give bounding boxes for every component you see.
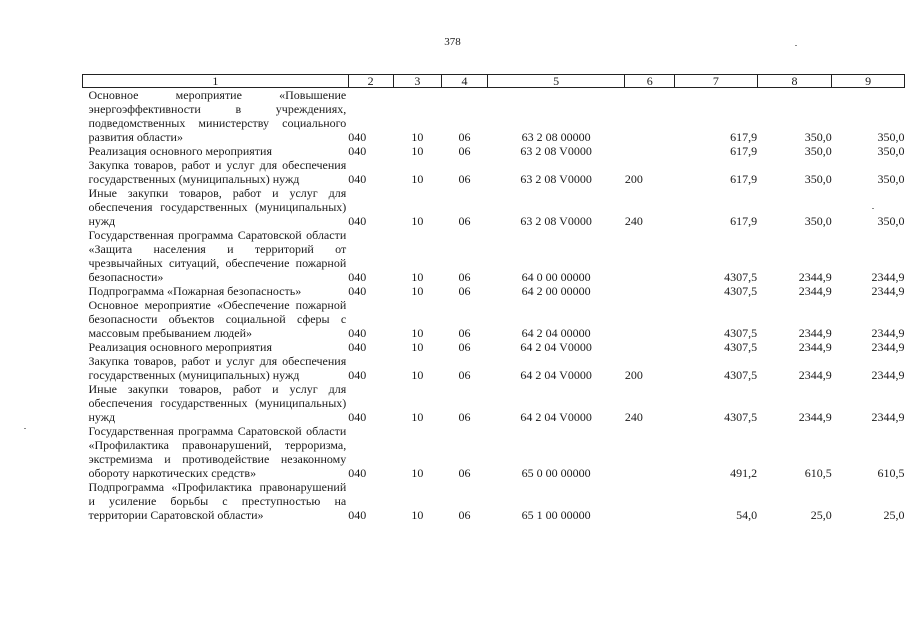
scan-speck <box>872 208 874 209</box>
cell-amount-year-2: 2344,9 <box>798 270 832 284</box>
table-row <box>83 382 905 424</box>
cell-expense-type <box>625 298 675 340</box>
cell-amount-year-1: 617,9 <box>730 214 758 228</box>
cell-amount-year-2: 2344,9 <box>798 326 832 340</box>
row-name: Иные закупки товаров, работ и услуг для обеспечения государственных (муниципальных) нужд <box>88 382 347 424</box>
cell-subsection: 06 <box>458 326 471 340</box>
cell-target-article: 63 2 08 00000 <box>521 130 591 144</box>
cell-target-article: 64 2 04 V0000 <box>520 340 592 354</box>
column-header: 2 <box>348 75 393 88</box>
cell-expense-type: 240 <box>624 214 643 228</box>
table-row <box>83 144 905 158</box>
cell-ministry-code: 040 <box>348 326 367 340</box>
cell-section: 10 <box>411 326 424 340</box>
cell-subsection: 06 <box>458 172 471 186</box>
table-row <box>83 186 905 228</box>
cell-amount-year-3: 350,0 <box>877 172 905 186</box>
cell-amount-year-3: 2344,9 <box>871 284 905 298</box>
cell-section: 10 <box>411 172 424 186</box>
cell-section: 10 <box>411 284 424 298</box>
cell-ministry-code: 040 <box>348 410 367 424</box>
cell-amount-year-3: 2344,9 <box>871 410 905 424</box>
page-number: 378 <box>444 36 461 48</box>
row-name: Подпрограмма «Пожарная безопасность» <box>88 284 302 298</box>
column-header: 5 <box>487 75 624 88</box>
cell-subsection: 06 <box>458 466 471 480</box>
budget-table <box>82 74 905 522</box>
cell-ministry-code: 040 <box>348 340 367 354</box>
cell-target-article: 64 2 00 00000 <box>521 284 591 298</box>
cell-section: 10 <box>411 466 424 480</box>
cell-ministry-code: 040 <box>348 466 367 480</box>
cell-amount-year-3: 2344,9 <box>871 368 905 382</box>
cell-subsection: 06 <box>458 340 471 354</box>
cell-target-article: 63 2 08 V0000 <box>520 172 592 186</box>
cell-amount-year-1: 617,9 <box>730 130 758 144</box>
cell-ministry-code: 040 <box>348 144 367 158</box>
cell-ministry-code: 040 <box>348 368 367 382</box>
cell-amount-year-3: 2344,9 <box>871 326 905 340</box>
cell-amount-year-1: 4307,5 <box>724 326 758 340</box>
scan-speck <box>24 428 26 429</box>
cell-amount-year-2: 350,0 <box>804 172 832 186</box>
cell-section: 10 <box>411 144 424 158</box>
cell-amount-year-3: 350,0 <box>877 144 905 158</box>
cell-section: 10 <box>411 508 424 522</box>
cell-amount-year-3: 2344,9 <box>871 340 905 354</box>
cell-subsection: 06 <box>458 410 471 424</box>
cell-section: 10 <box>411 270 424 284</box>
cell-amount-year-1: 617,9 <box>730 172 758 186</box>
row-name: Государственная программа Саратовской области «Профилактика правонарушений, терроризма, экстремизма и противодействие незаконному обороту наркотических средств» <box>88 424 347 480</box>
cell-subsection: 06 <box>458 508 471 522</box>
cell-subsection: 06 <box>458 270 471 284</box>
table-row <box>83 88 905 145</box>
cell-subsection: 06 <box>458 144 471 158</box>
table-row <box>83 354 905 382</box>
row-name: Государственная программа Саратовской области «Защита населения и территорий от чрезвычайных ситуаций, обеспечение пожарной безопасности» <box>88 228 347 284</box>
cell-section: 10 <box>411 340 424 354</box>
cell-amount-year-3: 2344,9 <box>871 270 905 284</box>
table-row <box>83 298 905 340</box>
cell-expense-type <box>625 228 675 284</box>
cell-amount-year-1: 4307,5 <box>724 368 758 382</box>
cell-amount-year-1: 617,9 <box>730 144 758 158</box>
cell-amount-year-2: 25,0 <box>810 508 832 522</box>
cell-target-article: 64 0 00 00000 <box>521 270 591 284</box>
table-row <box>83 340 905 354</box>
cell-amount-year-2: 350,0 <box>804 214 832 228</box>
scan-speck <box>795 45 797 46</box>
cell-amount-year-3: 25,0 <box>883 508 905 522</box>
cell-amount-year-1: 4307,5 <box>724 410 758 424</box>
row-name: Подпрограмма «Профилактика правонарушений и усиление борьбы с преступностью на территории Саратовской области» <box>88 480 347 522</box>
cell-ministry-code: 040 <box>348 172 367 186</box>
cell-target-article: 64 2 04 V0000 <box>520 368 592 382</box>
cell-amount-year-3: 350,0 <box>877 214 905 228</box>
cell-expense-type: 240 <box>624 410 643 424</box>
cell-expense-type <box>625 340 675 354</box>
cell-amount-year-2: 610,5 <box>804 466 832 480</box>
cell-subsection: 06 <box>458 130 471 144</box>
cell-amount-year-1: 491,2 <box>730 466 758 480</box>
cell-target-article: 65 1 00 00000 <box>521 508 591 522</box>
table-row <box>83 158 905 186</box>
cell-section: 10 <box>411 130 424 144</box>
cell-amount-year-1: 4307,5 <box>724 340 758 354</box>
cell-amount-year-2: 2344,9 <box>798 340 832 354</box>
cell-expense-type: 200 <box>624 368 643 382</box>
row-name: Иные закупки товаров, работ и услуг для обеспечения государственных (муниципальных) нужд <box>88 186 347 228</box>
cell-ministry-code: 040 <box>348 214 367 228</box>
column-header: 4 <box>442 75 488 88</box>
cell-section: 10 <box>411 368 424 382</box>
cell-target-article: 63 2 08 V0000 <box>520 214 592 228</box>
column-header: 1 <box>83 75 349 88</box>
cell-amount-year-2: 2344,9 <box>798 410 832 424</box>
cell-amount-year-3: 350,0 <box>877 130 905 144</box>
column-header: 3 <box>393 75 442 88</box>
row-name: Основное мероприятие «Обеспечение пожарной безопасности объектов социальной сферы с массовым пребыванием людей» <box>88 298 347 340</box>
cell-target-article: 63 2 08 V0000 <box>520 144 592 158</box>
column-header: 8 <box>757 75 832 88</box>
column-header: 7 <box>675 75 758 88</box>
cell-section: 10 <box>411 410 424 424</box>
cell-expense-type <box>625 284 675 298</box>
table-row <box>83 424 905 480</box>
cell-amount-year-1: 54,0 <box>736 508 758 522</box>
table-row <box>83 480 905 522</box>
column-header: 9 <box>832 75 905 88</box>
cell-target-article: 65 0 00 00000 <box>521 466 591 480</box>
cell-subsection: 06 <box>458 214 471 228</box>
cell-amount-year-2: 2344,9 <box>798 368 832 382</box>
cell-target-article: 64 2 04 00000 <box>521 326 591 340</box>
cell-expense-type <box>625 480 675 522</box>
cell-amount-year-2: 350,0 <box>804 144 832 158</box>
cell-amount-year-2: 350,0 <box>804 130 832 144</box>
row-name: Закупка товаров, работ и услуг для обеспечения государственных (муниципальных) нужд <box>88 354 347 382</box>
cell-amount-year-3: 610,5 <box>877 466 905 480</box>
cell-ministry-code: 040 <box>348 270 367 284</box>
cell-amount-year-2: 2344,9 <box>798 284 832 298</box>
table-row <box>83 284 905 298</box>
table-row <box>83 228 905 284</box>
cell-amount-year-1: 4307,5 <box>724 270 758 284</box>
cell-section: 10 <box>411 214 424 228</box>
row-name: Реализация основного мероприятия <box>88 144 272 158</box>
cell-expense-type <box>625 88 675 145</box>
cell-expense-type: 200 <box>624 172 643 186</box>
table-header-row <box>83 75 905 88</box>
cell-subsection: 06 <box>458 368 471 382</box>
row-name: Реализация основного мероприятия <box>88 340 272 354</box>
cell-target-article: 64 2 04 V0000 <box>520 410 592 424</box>
cell-ministry-code: 040 <box>348 130 367 144</box>
row-name: Закупка товаров, работ и услуг для обеспечения государственных (муниципальных) нужд <box>88 158 347 186</box>
cell-expense-type <box>625 144 675 158</box>
cell-subsection: 06 <box>458 284 471 298</box>
row-name: Основное мероприятие «Повышение энергоэффективности в учреждениях, подведомственных министерству социального развития области» <box>88 88 347 144</box>
cell-ministry-code: 040 <box>348 508 367 522</box>
cell-ministry-code: 040 <box>348 284 367 298</box>
column-header: 6 <box>625 75 675 88</box>
cell-expense-type <box>625 424 675 480</box>
cell-amount-year-1: 4307,5 <box>724 284 758 298</box>
